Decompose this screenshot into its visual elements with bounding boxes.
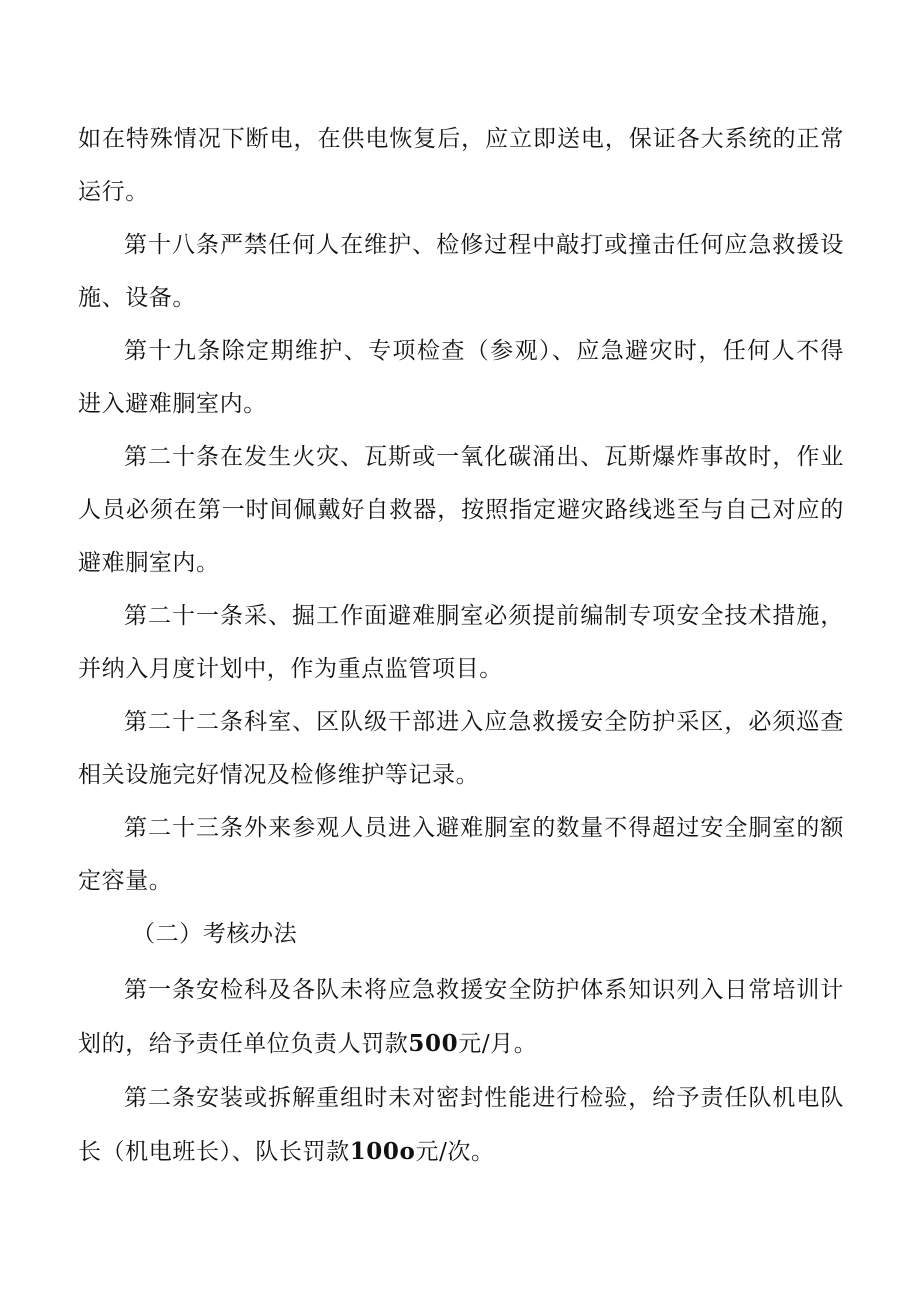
article-21: 第二十一条采、掘工作面避难胴室必须提前编制专项安全技术措施，并纳入月度计划中，作为重点监管项目。 <box>78 603 844 682</box>
penalty-amount-1: 500 <box>408 1030 459 1057</box>
assessment-article-1 <box>78 964 844 1071</box>
article-19: 第十九条除定期维护、专项检查（参观）、应急避灾时，任何人不得进入避难胴室内。 <box>78 338 844 417</box>
article-22: 第二十二条科室、区队级干部进入应急救援安全防护采区，必须巡查相关设施完好情况及检修维护等记录。 <box>78 709 844 788</box>
article-23: 第二十三条外来参观人员进入避难胴室的数量不得超过安全胴室的额定容量。 <box>78 815 844 894</box>
assessment-article-1-unit: 元/月。 <box>458 1031 538 1057</box>
penalty-amount-2: 100o <box>349 1138 416 1165</box>
article-20: 第二十条在发生火灾、瓦斯或一氧化碳涌出、瓦斯爆炸事故时，作业人员必须在第一时间佩戴好自救器，按照指定避灾路线逃至与自己对应的避难胴室内。 <box>78 444 844 576</box>
assessment-article-2-unit: 元/次。 <box>415 1139 495 1165</box>
assessment-article-2 <box>78 1072 844 1179</box>
assessment-article-2-text: 第二条安装或拆解重组时未对密封性能进行检验，给予责任队机电队长（机电班长）、队长罚款 <box>78 1085 844 1165</box>
paragraph-continuation: 如在特殊情况下断电，在供电恢复后，应立即送电，保证各大系统的正常运行。 <box>78 126 844 205</box>
assessment-article-1-text: 第一条安检科及各队未将应急救援安全防护体系知识列入日常培训计划的，给予责任单位负责人罚款 <box>78 977 844 1057</box>
section-heading: （二）考核办法 <box>132 921 298 947</box>
article-18: 第十八条严禁任何人在维护、检修过程中敲打或撞击任何应急救援设施、设备。 <box>78 232 844 311</box>
